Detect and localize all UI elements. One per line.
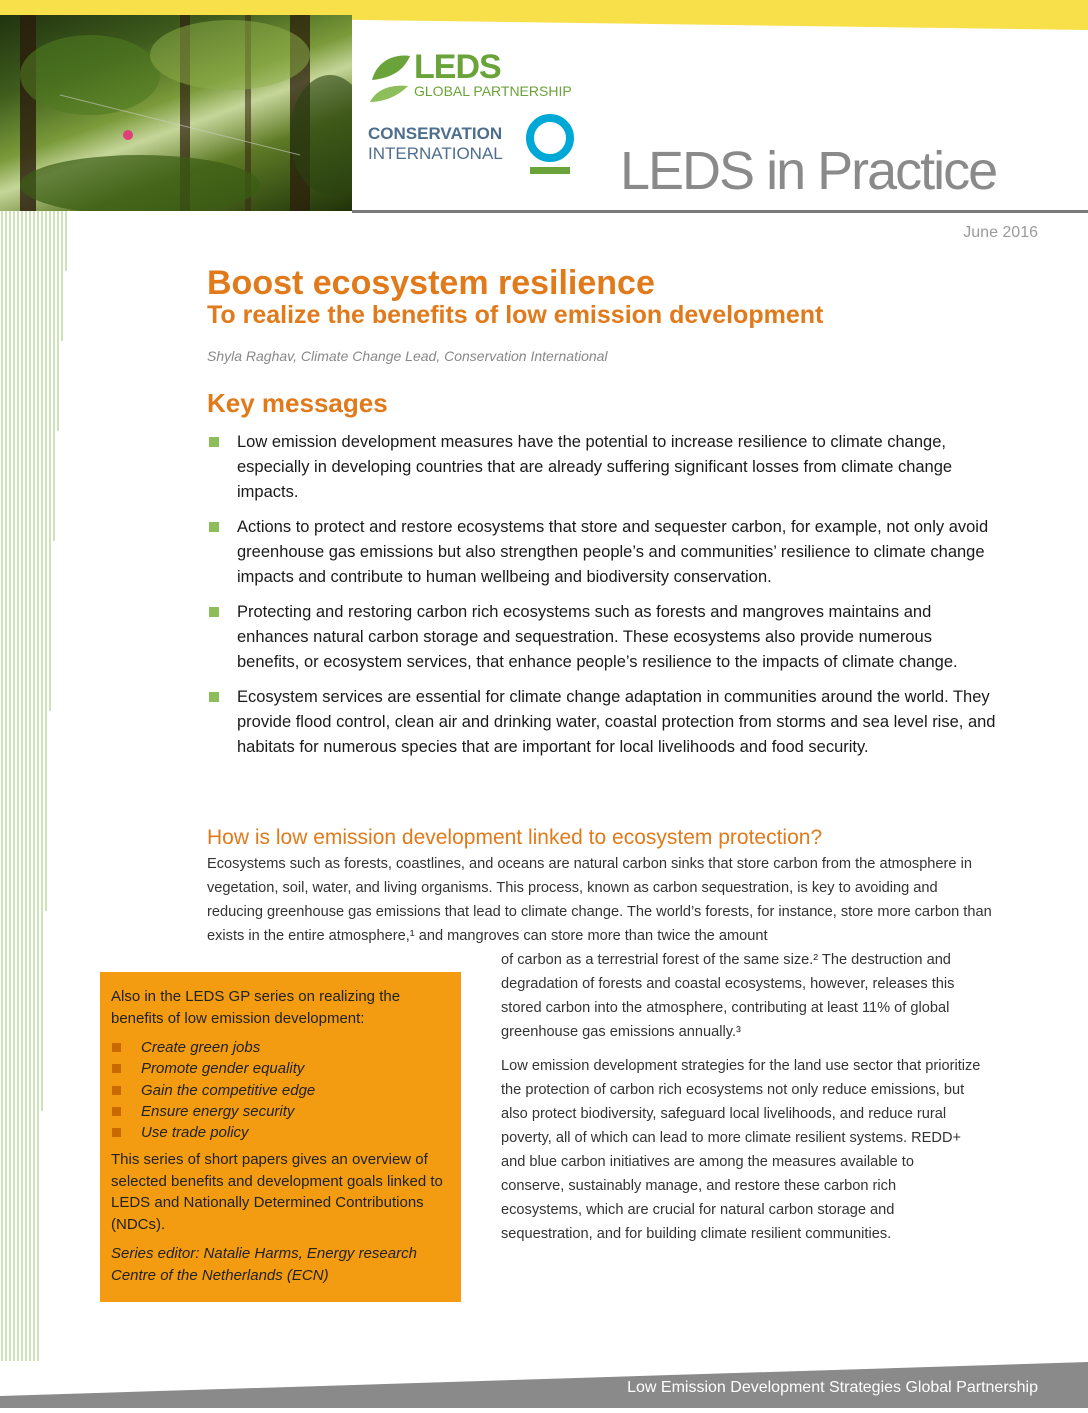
list-item — [111, 1080, 450, 1101]
key-message-text: Low emission development measures have the potential to increase resilience to climate change, especially in developing countries that are already suffering significant losses from climate change impacts. — [237, 433, 953, 501]
series-callout-box — [100, 972, 461, 1302]
decorative-stripes — [0, 211, 72, 1361]
footer-text: Low Emission Development Strategies Global Partnership — [627, 1379, 1038, 1396]
page-subtitle: To realize the benefits of low emission development — [207, 301, 824, 329]
brand-title: LEDS in Practice — [620, 141, 997, 201]
key-message-text: Actions to protect and restore ecosystems that store and sequester carbon, for example, not only avoid greenhouse gas emissions but also strengthen people’s and communities’ resilience to climate change impacts and contribute to human wellbeing and biodiversity conservation. — [237, 518, 989, 586]
list-item — [207, 515, 997, 590]
header-rule — [352, 210, 1088, 213]
callout-list — [111, 1037, 450, 1143]
key-messages-heading: Key messages — [207, 388, 388, 418]
callout-intro: Also in the LEDS GP series on realizing the benefits of low emission development: — [111, 988, 401, 1027]
list-item — [111, 1037, 450, 1058]
section-heading: How is low emission development linked to ecosystem protection? — [207, 826, 823, 849]
callout-editor: Series editor: Natalie Harms, Energy research Centre of the Netherlands (ECN) — [111, 1245, 417, 1284]
bullet-square-icon — [112, 1128, 121, 1137]
bullet-square-icon — [112, 1043, 121, 1052]
publication-date: June 2016 — [963, 224, 1038, 241]
list-item — [207, 685, 997, 760]
leaf-icon — [368, 50, 412, 106]
callout-item: Create green jobs — [141, 1039, 261, 1056]
ci-logo-line1: CONSERVATION — [368, 124, 503, 143]
callout-item: Use trade policy — [141, 1124, 249, 1142]
body-paragraph-3: Low emission development strategies for the land use sector that prioritize the protection of carbon rich ecosystems not only reduce emissions, but also protect biodiversity, safeguard local livelihoods, and reduce rural poverty, all of which can lead to more climate resilient systems. REDD+ and blue carbon initiatives are among the measures available to conserve, sustainably manage, and restore these carbon rich ecosystems, which are crucial for natural carbon storage and sequestration, and for building climate resilient communities. — [501, 1058, 981, 1242]
bullet-square-icon — [209, 607, 219, 617]
key-messages-list — [207, 430, 997, 770]
list-item — [111, 1058, 450, 1079]
list-item — [207, 600, 997, 675]
bullet-square-icon — [209, 437, 219, 447]
bullet-square-icon — [112, 1064, 121, 1073]
callout-item: Promote gender equality — [141, 1060, 305, 1078]
leds-logo-subtitle: GLOBAL PARTNERSHIP — [414, 83, 572, 99]
callout-item: Gain the competitive edge — [141, 1081, 316, 1099]
leds-gp-logo — [368, 48, 608, 108]
author-line: Shyla Raghav, Climate Change Lead, Conservation International — [207, 348, 608, 364]
callout-item: Ensure energy security — [141, 1102, 295, 1120]
leds-logo-word: LEDS — [414, 48, 501, 86]
bullet-square-icon — [209, 692, 219, 702]
ci-logo — [368, 112, 588, 182]
page-title: Boost ecosystem resilience — [207, 264, 655, 302]
bullet-square-icon — [112, 1086, 121, 1095]
bullet-square-icon — [112, 1107, 121, 1116]
body-paragraph-2: of carbon as a terrestrial forest of the same size.² The destruction and degradation of forests and coastal ecosystems, however, releases this stored carbon into the atmosphere, contributing at least 11% of global greenhouse gas emissions annually.³ — [501, 952, 955, 1040]
bullet-square-icon — [209, 522, 219, 532]
list-item — [111, 1122, 450, 1143]
list-item — [207, 430, 997, 505]
ci-logo-line2: INTERNATIONAL — [368, 144, 503, 163]
forest-photo — [0, 15, 352, 211]
key-message-text: Ecosystem services are essential for climate change adaptation in communities around the world. They provide flood control, clean air and drinking water, coastal protection from storms and sea level rise, and habitats for numerous species that are important for local livelihoods and food security. — [237, 688, 996, 756]
body-paragraph-1: Ecosystems such as forests, coastlines, and oceans are natural carbon sinks that store carbon from the atmosphere in vegetation, soil, water, and living organisms. This process, known as carbon sequestration, is key to avoiding and reducing greenhouse gas emissions that lead to climate change. The world’s forests, for instance, store more carbon than exists in the entire atmosphere,¹ and mangroves can store more than twice the amount — [207, 856, 992, 944]
key-message-text: Protecting and restoring carbon rich ecosystems such as forests and mangroves maintains and enhances natural carbon storage and sequestration. These ecosystems also provide numerous benefits, or ecosystem services, that enhance people’s resilience to the impacts of climate change. — [237, 603, 958, 671]
callout-body: This series of short papers gives an overview of selected benefits and development goals linked to LEDS and Nationally Determined Contributions (NDCs). — [111, 1151, 443, 1233]
list-item — [111, 1101, 450, 1122]
ci-ring-icon — [518, 112, 578, 182]
